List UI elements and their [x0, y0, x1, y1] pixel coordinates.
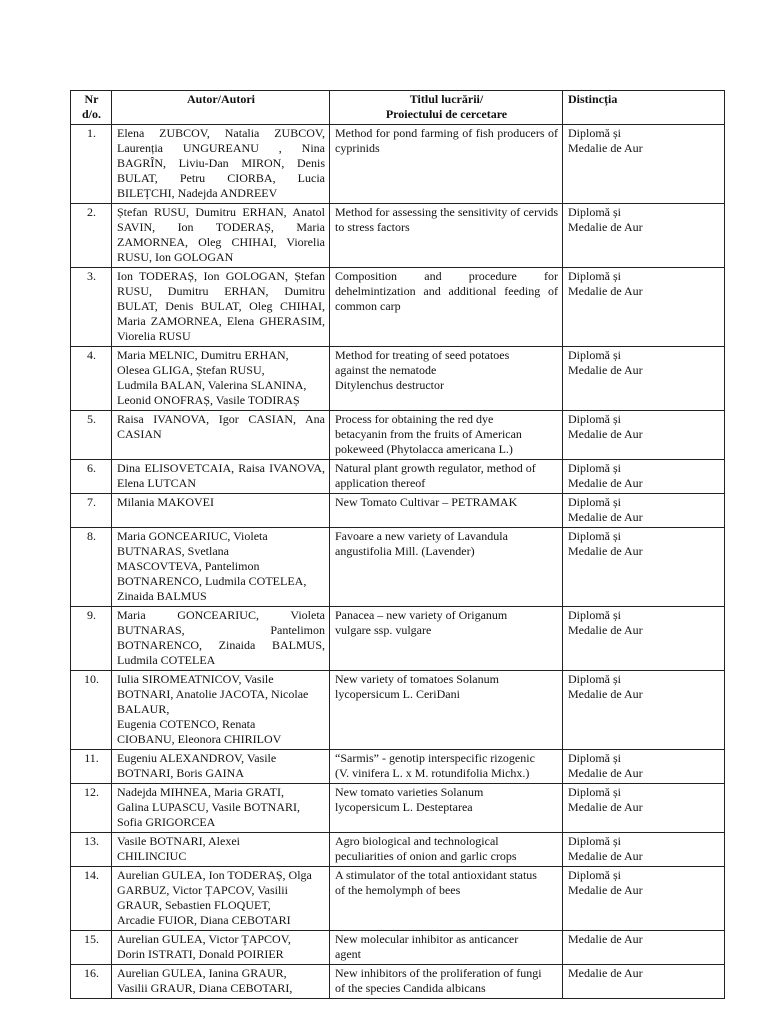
table-row: [71, 607, 725, 671]
row-authors: [112, 784, 330, 833]
row-authors: [112, 460, 330, 494]
row-number: 5.: [71, 411, 112, 460]
row-number: 1.: [71, 125, 112, 204]
header-award: [563, 91, 725, 125]
row-award: [563, 494, 725, 528]
table-row: [71, 833, 725, 867]
title-line: lycopersicum L. CeriDani: [335, 687, 460, 701]
table-row: [71, 784, 725, 833]
header-title: [330, 91, 563, 125]
table-row: [71, 494, 725, 528]
title-text: Method for pond farming of fish producers of cyprinids: [335, 126, 558, 155]
award-line2: Medalie de Aur: [568, 476, 643, 490]
authors-text: Maria GONCEARIUC, Violeta BUTNARAS, Pantelimon BOTNARENCO, Zinaida BALMUS, Ludmila COTELEA: [117, 608, 325, 667]
award-line1: Diplomă și: [568, 205, 621, 219]
title-line: Panacea – new variety of Origanum: [335, 608, 508, 622]
award-line1: Diplomă și: [568, 495, 621, 509]
row-title: [330, 268, 563, 347]
header-award-label: Distincția: [568, 92, 618, 106]
title-line: betacyanin from the fruits of American: [335, 427, 522, 441]
authors-line: GRAUR, Sebastien FLOQUET,: [117, 898, 271, 912]
authors-line: Aurelian GULEA, Ion TODERAȘ, Olga: [117, 868, 312, 882]
authors-line: GARBUZ, Victor ȚAPCOV, Vasilii: [117, 883, 288, 897]
row-authors: [112, 671, 330, 750]
title-line: A stimulator of the total antioxidant status: [335, 868, 537, 882]
authors-line: Arcadie FUIOR, Diana CEBOTARI: [117, 913, 291, 927]
award-line1: Diplomă și: [568, 529, 621, 543]
title-line: New molecular inhibitor as anticancer: [335, 932, 519, 946]
title-line: vulgare ssp. vulgare: [335, 623, 432, 637]
title-line: application thereof: [335, 476, 426, 490]
authors-line: Eugenia COTENCO, Renata: [117, 717, 256, 731]
award-line2: Medalie de Aur: [568, 544, 643, 558]
row-award: [563, 750, 725, 784]
row-number: 16.: [71, 965, 112, 999]
award-line2: Medalie de Aur: [568, 883, 643, 897]
authors-line: Vasile BOTNARI, Alexei: [117, 834, 240, 848]
authors-line: CIOBANU, Eleonora CHIRILOV: [117, 732, 282, 746]
row-number: 7.: [71, 494, 112, 528]
title-line: “Sarmis” - genotip interspecific rizogenic: [335, 751, 535, 765]
table-row: [71, 867, 725, 931]
authors-line: Aurelian GULEA, Victor ȚAPCOV,: [117, 932, 291, 946]
row-authors: [112, 607, 330, 671]
title-line: New variety of tomatoes Solanum: [335, 672, 499, 686]
title-line: Process for obtaining the red dye: [335, 412, 494, 426]
row-title: [330, 965, 563, 999]
row-award: [563, 204, 725, 268]
title-line: Ditylenchus destructor: [335, 378, 444, 392]
authors-line: BOTNARI, Boris GAINA: [117, 766, 244, 780]
row-title: [330, 460, 563, 494]
row-authors: [112, 965, 330, 999]
authors-line: MASCOVTEVA, Pantelimon: [117, 559, 260, 573]
authors-line: BUTNARAS, Svetlana: [117, 544, 229, 558]
row-award: [563, 671, 725, 750]
row-number: 10.: [71, 671, 112, 750]
table-body: [71, 125, 725, 999]
table-row: [71, 965, 725, 999]
row-award: [563, 347, 725, 411]
authors-line: BOTNARI, Anatolie JACOTA, Nicolae: [117, 687, 309, 701]
row-title: [330, 671, 563, 750]
award-line2: Medalie de Aur: [568, 687, 643, 701]
table-header-row: [71, 91, 725, 125]
row-number: 6.: [71, 460, 112, 494]
awards-table: [70, 90, 725, 999]
award-line2: Medalie de Aur: [568, 284, 643, 298]
row-award: [563, 607, 725, 671]
award-line1: Medalie de Aur: [568, 932, 643, 946]
authors-text: Milania MAKOVEI: [117, 495, 214, 509]
row-title: [330, 347, 563, 411]
table-row: [71, 460, 725, 494]
row-title: [330, 833, 563, 867]
header-nr-line2: d/o.: [81, 107, 101, 121]
award-line1: Diplomă și: [568, 461, 621, 475]
title-line: of the hemolymph of bees: [335, 883, 461, 897]
authors-line: Olesea GLIGA, Ștefan RUSU,: [117, 363, 265, 377]
row-award: [563, 411, 725, 460]
authors-line: BALAUR,: [117, 702, 170, 716]
authors-line: CHILINCIUC: [117, 849, 187, 863]
row-authors: [112, 931, 330, 965]
title-line: agent: [335, 947, 361, 961]
row-title: [330, 784, 563, 833]
title-line: New tomato varieties Solanum: [335, 785, 484, 799]
award-line1: Diplomă și: [568, 269, 621, 283]
authors-line: Nadejda MIHNEA, Maria GRATI,: [117, 785, 284, 799]
row-authors: [112, 347, 330, 411]
row-award: [563, 931, 725, 965]
title-line: Favoare a new variety of Lavandula: [335, 529, 508, 543]
table-row: [71, 411, 725, 460]
award-line1: Diplomă și: [568, 785, 621, 799]
authors-line: Dorin ISTRATI, Donald POIRIER: [117, 947, 284, 961]
header-title-line2: Proiectului de cercetare: [385, 107, 508, 121]
title-text: New Tomato Cultivar – PETRAMAK: [335, 495, 518, 509]
row-number: 12.: [71, 784, 112, 833]
table-row: [71, 750, 725, 784]
table-row: [71, 347, 725, 411]
row-award: [563, 125, 725, 204]
award-line2: Medalie de Aur: [568, 800, 643, 814]
row-authors: [112, 411, 330, 460]
row-authors: [112, 867, 330, 931]
award-line2: Medalie de Aur: [568, 766, 643, 780]
award-line2: Medalie de Aur: [568, 141, 643, 155]
row-authors: [112, 750, 330, 784]
row-title: [330, 750, 563, 784]
header-author-label: Autor/Autori: [187, 92, 255, 106]
authors-text: Ștefan RUSU, Dumitru ERHAN, Anatol SAVIN, Ion TODERAȘ, Maria ZAMORNEA, Oleg CHIHAI, Viorelia RUSU, Ion GOLOGAN: [117, 205, 325, 264]
authors-line: Ludmila BALAN, Valerina SLANINA,: [117, 378, 307, 392]
authors-line: Eugeniu ALEXANDROV, Vasile: [117, 751, 277, 765]
award-line2: Medalie de Aur: [568, 849, 643, 863]
title-text: Composition and procedure for dehelmintization and additional feeding of common carp: [335, 269, 558, 313]
award-line1: Diplomă și: [568, 412, 621, 426]
authors-line: Maria GONCEARIUC, Violeta: [117, 529, 268, 543]
row-award: [563, 965, 725, 999]
award-line2: Medalie de Aur: [568, 220, 643, 234]
authors-text: Elena ZUBCOV, Natalia ZUBCOV, Laurenția UNGUREANU , Nina BAGRÎN, Liviu-Dan MIRON, Denis BULAT, Petru CIORBA, Lucia BILEȚCHI, Nadejda ANDREEV: [117, 126, 325, 200]
row-authors: [112, 268, 330, 347]
title-line: lycopersicum L. Desteptarea: [335, 800, 473, 814]
row-number: 3.: [71, 268, 112, 347]
title-line: angustifolia Mill. (Lavender): [335, 544, 475, 558]
row-number: 8.: [71, 528, 112, 607]
header-author: [112, 91, 330, 125]
row-title: [330, 411, 563, 460]
title-line: Agro biological and technological: [335, 834, 499, 848]
award-line1: Diplomă și: [568, 751, 621, 765]
header-title-line1: Titlul lucrării/: [409, 92, 484, 106]
row-number: 2.: [71, 204, 112, 268]
row-title: [330, 931, 563, 965]
award-line2: Medalie de Aur: [568, 623, 643, 637]
row-award: [563, 268, 725, 347]
row-authors: [112, 833, 330, 867]
title-line: Method for treating of seed potatoes: [335, 348, 510, 362]
row-number: 4.: [71, 347, 112, 411]
table-row: [71, 931, 725, 965]
document-page: [70, 90, 724, 999]
row-authors: [112, 494, 330, 528]
title-line: (V. vinifera L. x M. rotundifolia Michx.): [335, 766, 530, 780]
authors-line: Sofia GRIGORCEA: [117, 815, 216, 829]
row-award: [563, 460, 725, 494]
authors-line: Iulia SIROMEATNICOV, Vasile: [117, 672, 274, 686]
title-line: Natural plant growth regulator, method of: [335, 461, 536, 475]
row-authors: [112, 125, 330, 204]
award-line2: Medalie de Aur: [568, 427, 643, 441]
row-award: [563, 528, 725, 607]
row-title: [330, 528, 563, 607]
award-line2: Medalie de Aur: [568, 363, 643, 377]
row-title: [330, 494, 563, 528]
table-row: [71, 671, 725, 750]
row-number: 11.: [71, 750, 112, 784]
authors-line: Galina LUPASCU, Vasile BOTNARI,: [117, 800, 301, 814]
authors-text: Raisa IVANOVA, Igor CASIAN, Ana CASIAN: [117, 412, 325, 441]
row-title: [330, 125, 563, 204]
title-line: of the species Candida albicans: [335, 981, 486, 995]
table-row: [71, 528, 725, 607]
row-number: 14.: [71, 867, 112, 931]
row-title: [330, 204, 563, 268]
title-line: pokeweed (Phytolacca americana L.): [335, 442, 513, 456]
title-line: New inhibitors of the proliferation of fungi: [335, 966, 542, 980]
header-nr: [71, 91, 112, 125]
table-row: [71, 268, 725, 347]
row-authors: [112, 528, 330, 607]
authors-line: Maria MELNIC, Dumitru ERHAN,: [117, 348, 289, 362]
row-authors: [112, 204, 330, 268]
table-row: [71, 125, 725, 204]
award-line2: Medalie de Aur: [568, 510, 643, 524]
title-text: Method for assessing the sensitivity of cervids to stress factors: [335, 205, 558, 234]
row-number: 15.: [71, 931, 112, 965]
row-title: [330, 867, 563, 931]
authors-line: BOTNARENCO, Ludmila COTELEA,: [117, 574, 307, 588]
award-line1: Diplomă și: [568, 608, 621, 622]
row-title: [330, 607, 563, 671]
header-nr-line1: Nr: [84, 92, 99, 106]
row-number: 9.: [71, 607, 112, 671]
award-line1: Diplomă și: [568, 126, 621, 140]
award-line1: Diplomă și: [568, 672, 621, 686]
authors-line: Aurelian GULEA, Ianina GRAUR,: [117, 966, 287, 980]
authors-line: Leonid ONOFRAȘ, Vasile TODIRAȘ: [117, 393, 300, 407]
row-number: 13.: [71, 833, 112, 867]
title-line: peculiarities of onion and garlic crops: [335, 849, 517, 863]
award-line1: Medalie de Aur: [568, 966, 643, 980]
authors-text: Dina ELISOVETCAIA, Raisa IVANOVA, Elena LUTCAN: [117, 461, 325, 490]
award-line1: Diplomă și: [568, 834, 621, 848]
award-line1: Diplomă și: [568, 348, 621, 362]
authors-line: Vasilii GRAUR, Diana CEBOTARI,: [117, 981, 293, 995]
award-line1: Diplomă și: [568, 868, 621, 882]
table-row: [71, 204, 725, 268]
authors-line: Zinaida BALMUS: [117, 589, 207, 603]
row-award: [563, 784, 725, 833]
row-award: [563, 867, 725, 931]
row-award: [563, 833, 725, 867]
title-line: against the nematode: [335, 363, 437, 377]
authors-text: Ion TODERAȘ, Ion GOLOGAN, Ștefan RUSU, Dumitru ERHAN, Dumitru BULAT, Denis BULAT, Oleg CHIHAI, Maria ZAMORNEA, Elena GHERASIM, Viorelia RUSU: [117, 269, 325, 343]
